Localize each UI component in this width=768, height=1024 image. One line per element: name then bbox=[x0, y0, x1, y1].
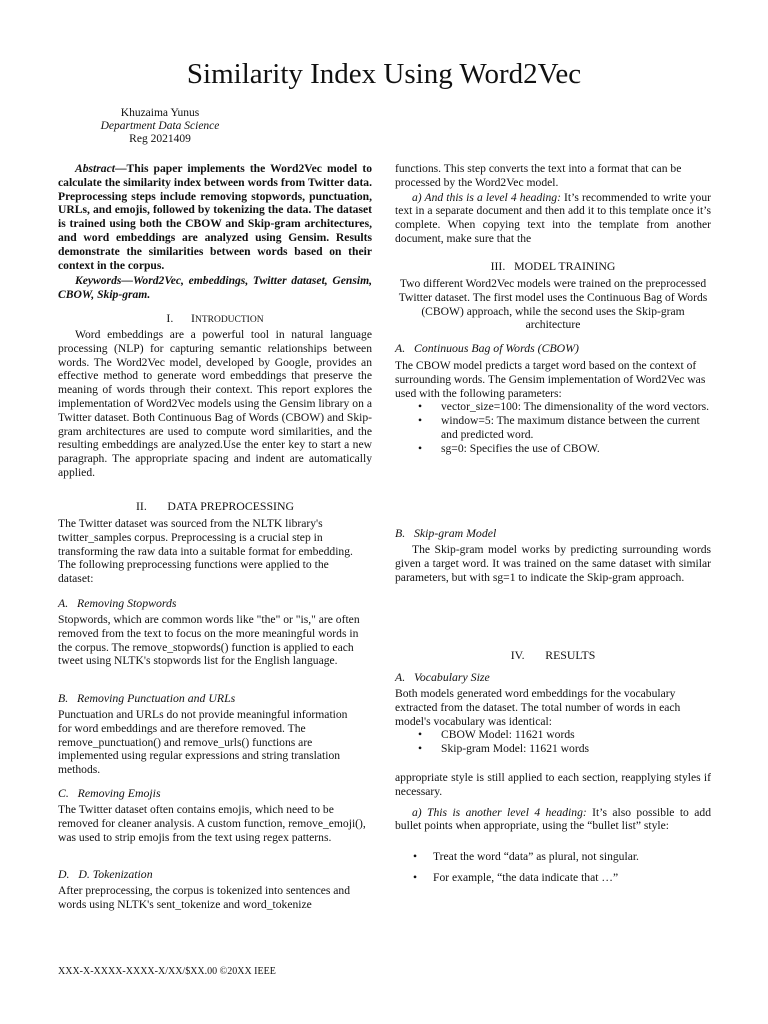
abstract-text: —This paper implements the Word2Vec model to calculate the similarity index between words from Twitter data. Preprocessing steps include removing stopwords, punctuation, URLs, and emojis, followed by tokenizing the data. The dataset is trained using both the CBOW and Skip-gram architectures, and word embeddings are analyzed using Gensim. Results demonstrate the similarities between words based on their context in the corpus. bbox=[58, 162, 372, 272]
continuation-paragraph: functions. This step converts the text into a format that can be processed by the Word2Vec model. bbox=[395, 162, 682, 189]
keywords-block bbox=[58, 274, 372, 302]
model-training-heading: III. MODEL TRAINING bbox=[490, 259, 616, 273]
bullet-icon: • bbox=[418, 728, 423, 742]
author-department: Department Data Science bbox=[100, 120, 220, 132]
abstract-block bbox=[58, 162, 372, 272]
intro-heading bbox=[58, 311, 372, 326]
bullet-icon: • bbox=[413, 850, 418, 863]
cbow-bullet-list bbox=[395, 400, 711, 455]
cbow-heading: A. Continuous Bag of Words (CBOW) bbox=[395, 341, 579, 355]
tokenization-heading: D. D. Tokenization bbox=[58, 867, 153, 881]
results-heading: IV. RESULTS bbox=[510, 648, 596, 662]
list-item: • window=5: The maximum distance between the current and predicted word. bbox=[418, 414, 700, 441]
punctuation-section bbox=[58, 708, 358, 777]
level4b-text: It’s also possible to add bullet points when appropriate, using the “bullet list” style: bbox=[395, 805, 711, 833]
skipgram-paragraph: The Skip-gram model works by predicting surrounding words given a target word. It was trained on the same dataset with similar parameters, but with sg=1 to indicate the Skip-gram approach. bbox=[395, 543, 711, 584]
vocab-heading: A. Vocabulary Size bbox=[395, 670, 490, 684]
abstract-label: Abstract bbox=[75, 162, 115, 175]
style-paragraph: appropriate style is still applied to each section, reapplying styles if necessary. bbox=[395, 771, 711, 798]
list-item: • sg=0: Specifies the use of CBOW. bbox=[418, 441, 600, 455]
intro-paragraph: Word embeddings are a powerful tool in natural language processing (NLP) for capturing semantic relationships between words. The Word2Vec model, developed by Google, provides an effective method to generate word embeddings that preserve the meaning of words through their context. This report explores the implementation of Word2Vec models using the Gensim library on a Twitter dataset. Both Continuous Bag of Words (CBOW) and Skip-gram architectures are used to compute word similarities, and the resulting embeddings are analyzed.Use the enter key to start a new paragraph. The appropriate spacing and indent are automatically applied. bbox=[58, 328, 372, 479]
vocab-bullet-list bbox=[395, 728, 711, 756]
bullet-icon: • bbox=[418, 441, 423, 455]
style-section bbox=[395, 771, 711, 833]
cbow-paragraph: The CBOW model predicts a target word based on the context of surrounding words. The Gensim implementation of Word2Vec was used with the following parameters: bbox=[395, 359, 706, 400]
punctuation-paragraph: Punctuation and URLs do not provide meaningful information for word embeddings and are therefore removed. The remove_punctuation() and remove_urls() functions are implemented using regular expressions and string translation methods. bbox=[58, 708, 348, 777]
list-item: • Skip-gram Model: 11621 words bbox=[418, 742, 590, 756]
level4b-label: a) This is another level 4 heading: bbox=[412, 805, 587, 819]
cbow-section bbox=[395, 359, 711, 456]
keywords: Keywords—Word2Vec, embeddings, Twitter dataset, Gensim, CBOW, Skip-gram. bbox=[58, 274, 372, 301]
skipgram-section bbox=[395, 543, 711, 584]
right-continuation bbox=[395, 162, 711, 246]
level4-text: It’s recommended to write your text in a separate document and then add it to this template once it’s complete. When copying text into the template from another document, make sure that the bbox=[395, 190, 711, 245]
stopwords-section bbox=[58, 613, 368, 668]
list-item: • CBOW Model: 11621 words bbox=[418, 728, 575, 742]
bullet-icon: • bbox=[413, 870, 418, 884]
vocab-section bbox=[395, 687, 711, 756]
stopwords-heading: A. Removing Stopwords bbox=[58, 596, 177, 610]
emojis-section bbox=[58, 803, 372, 844]
tokenization-paragraph: After preprocessing, the corpus is tokenized into sentences and words using NLTK's sent_tokenize and word_tokenize bbox=[58, 884, 351, 911]
level4-label: a) And this is a level 4 heading: bbox=[412, 190, 561, 204]
intro-heading-num: I. bbox=[166, 311, 174, 325]
copyright-footer: XXX-X-XXXX-XXXX-X/XX/$XX.00 ©20XX IEEE bbox=[58, 966, 276, 977]
level4-paragraph bbox=[395, 191, 711, 246]
preprocessing-section bbox=[58, 517, 358, 586]
list-item: • Treat the word “data” as plural, not singular. bbox=[413, 850, 639, 863]
model-training-paragraph: Two different Word2Vec models were trained on the preprocessed Twitter dataset. The first model uses the Continuous Bag of Words (CBOW) approach, while the second uses the Skip-gram architecture bbox=[398, 277, 708, 332]
intro-heading-first: I bbox=[191, 311, 195, 325]
preprocessing-heading: II. DATA PREPROCESSING bbox=[135, 499, 294, 513]
preprocessing-paragraph: The Twitter dataset was sourced from the NLTK library's twitter_samples corpus. Preprocessing is a crucial step in transforming the raw data into a suitable format for embedding. The following preprocessing functions were applied to the dataset: bbox=[58, 517, 353, 586]
abstract bbox=[58, 162, 372, 272]
bullet-icon: • bbox=[418, 400, 423, 414]
emojis-paragraph: The Twitter dataset often contains emojis, which need to be removed for cleaner analysis. A custom function, remove_emoji(), was used to strip emojis from the text using regex patterns. bbox=[58, 803, 366, 844]
author-block bbox=[60, 107, 260, 146]
list-item: • vector_size=100: The dimensionality of the word vectors. bbox=[418, 400, 710, 414]
level4b-paragraph bbox=[395, 806, 711, 834]
stopwords-paragraph: Stopwords, which are common words like "the" or "is," are often removed from the text to focus on the more meaningful words in the corpus. The remove_stopwords() function is applied to each tweet using NLTK's stopwords list for the English language. bbox=[58, 613, 360, 668]
bullet-icon: • bbox=[418, 742, 423, 756]
list-item: • For example, “the data indicate that …” bbox=[413, 870, 619, 884]
paper-title: Similarity Index Using Word2Vec bbox=[186, 58, 582, 90]
bullet-icon: • bbox=[418, 414, 423, 428]
intro-section bbox=[58, 328, 372, 480]
skipgram-heading: B. Skip-gram Model bbox=[395, 526, 497, 540]
author-name: Khuzaima Yunus bbox=[120, 107, 200, 119]
final-bullet-list bbox=[395, 850, 711, 885]
emojis-heading: C. Removing Emojis bbox=[58, 786, 161, 800]
punctuation-heading: B. Removing Punctuation and URLs bbox=[58, 691, 236, 705]
author-reg: Reg 2021409 bbox=[129, 133, 191, 145]
intro-heading-rest: NTRODUCTION bbox=[194, 315, 264, 325]
model-training-section bbox=[395, 277, 711, 332]
final-bullets bbox=[395, 850, 711, 885]
vocab-paragraph: Both models generated word embeddings for the vocabulary extracted from the dataset. The total number of words in each model's vocabulary was identical: bbox=[395, 687, 681, 728]
tokenization-section bbox=[58, 884, 372, 912]
